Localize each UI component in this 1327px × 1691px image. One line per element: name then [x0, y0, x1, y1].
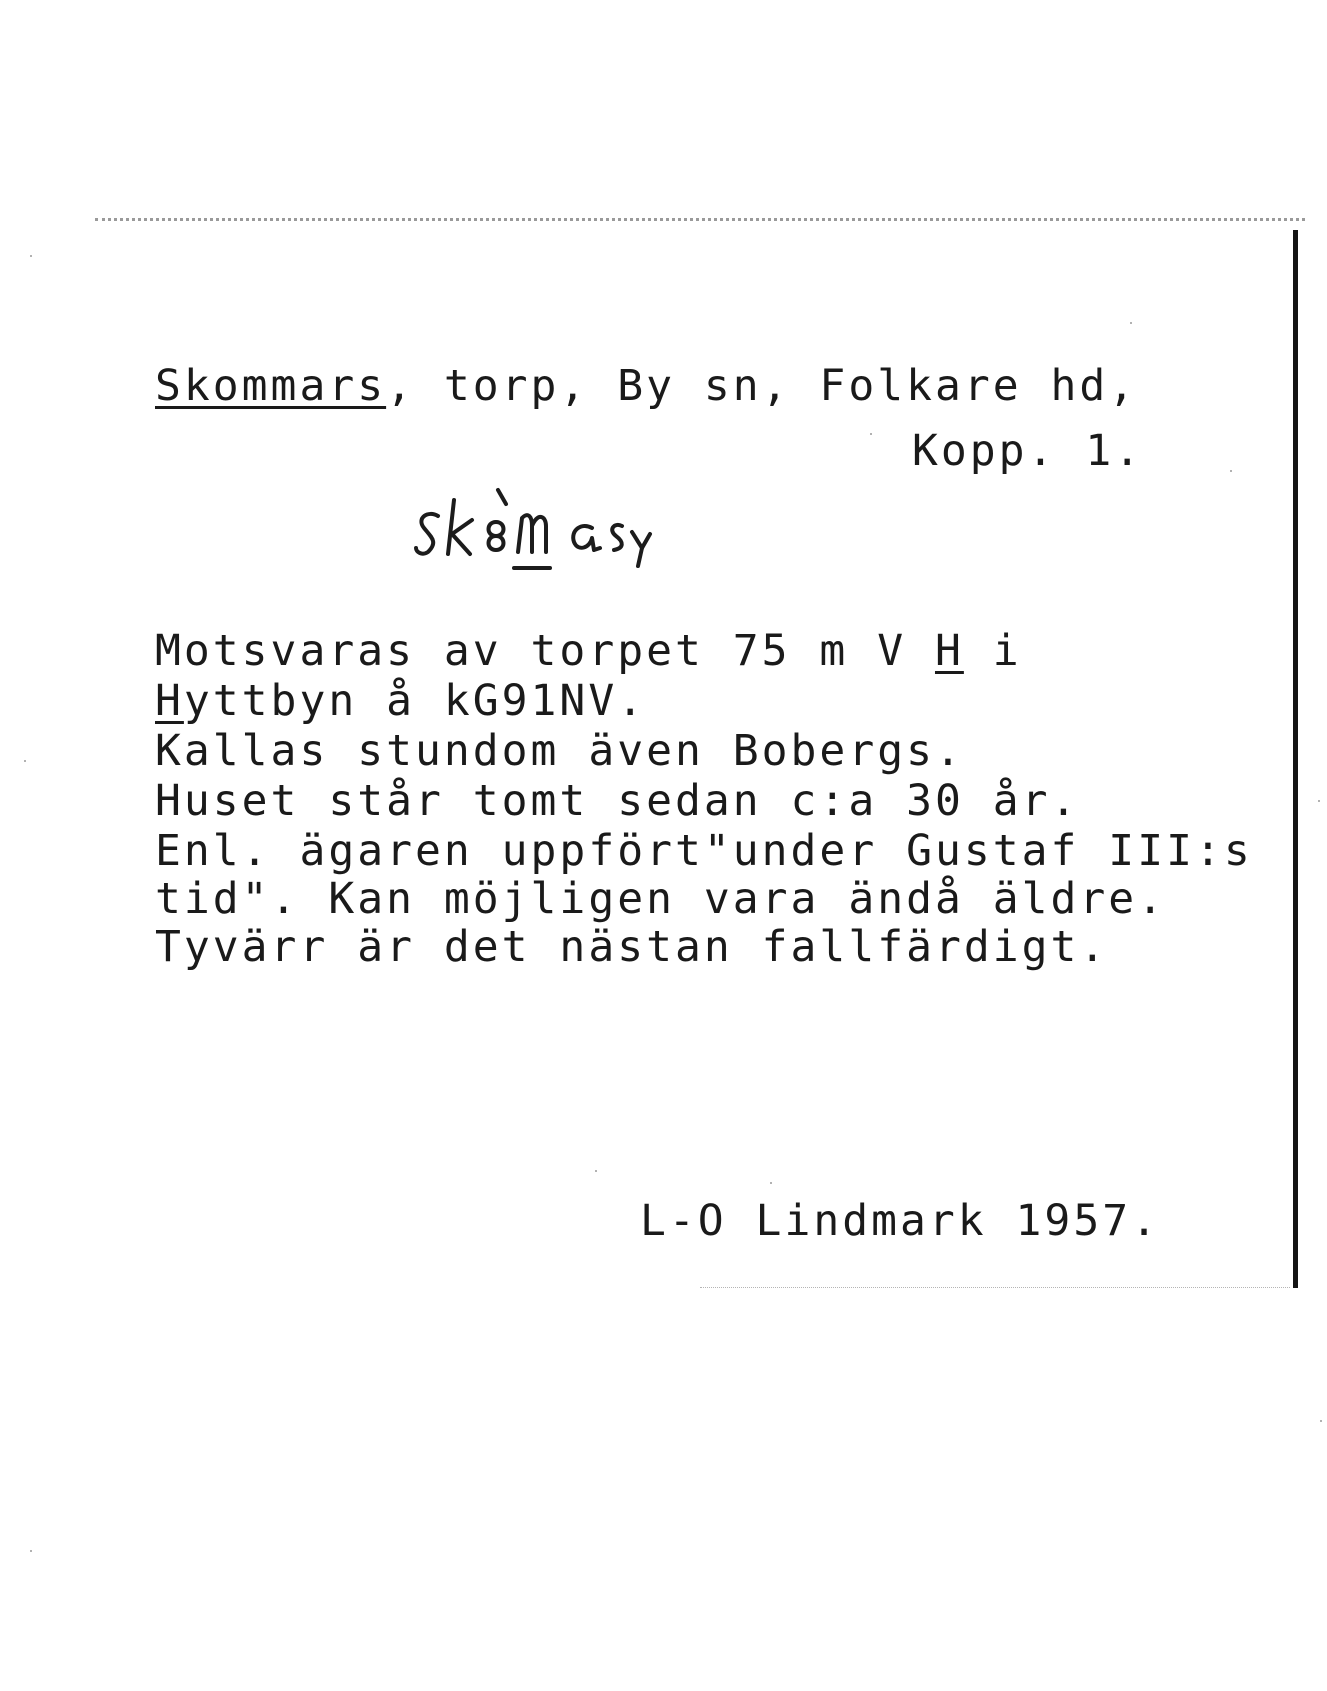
body-line-2: [155, 676, 647, 726]
scan-speck: [1318, 800, 1320, 802]
scan-speck: [1130, 322, 1132, 324]
scan-speck: [1320, 1420, 1322, 1422]
body-line-1-start: Motsvaras av torpet 75 m V: [155, 626, 935, 676]
map-letter-h-2: H: [155, 676, 184, 726]
body-line-1: [155, 626, 1022, 676]
scan-speck: [770, 1182, 772, 1184]
signature: L-O Lindmark 1957.: [640, 1196, 1160, 1246]
scan-speck: [24, 760, 26, 762]
card-header: [155, 361, 1138, 411]
handwritten-pronunciation: [410, 482, 710, 592]
scan-speck: [870, 433, 872, 435]
body-line-4: Huset står tomt sedan c:a 30 år.: [155, 776, 1080, 826]
scan-speck: [30, 255, 32, 257]
body-line-1-end: i: [963, 626, 1022, 676]
card-top-edge: [95, 218, 1305, 221]
handwritten-pronunciation-drawing: [410, 482, 710, 592]
card-bottom-edge: [700, 1287, 1290, 1288]
scan-speck: [1230, 470, 1232, 472]
place-name: Skommars: [155, 361, 387, 411]
body-line-6: tid". Kan möjligen vara ändå äldre.: [155, 874, 1167, 924]
card-right-edge: [1293, 230, 1298, 1288]
body-line-2-rest: yttbyn å kG91NV.: [183, 676, 647, 726]
body-line-5: Enl. ägaren uppfört"under Gustaf III:s: [155, 826, 1253, 876]
body-line-7: Tyvärr är det nästan fallfärdigt.: [155, 922, 1109, 972]
scan-speck: [30, 1550, 32, 1552]
header-reference: Kopp. 1.: [912, 426, 1144, 476]
map-letter-h: H: [934, 626, 964, 676]
scan-speck: [595, 1170, 597, 1172]
body-line-3: Kallas stundom även Bobergs.: [155, 726, 964, 776]
header-details: , torp, By sn, Folkare hd,: [386, 361, 1138, 411]
